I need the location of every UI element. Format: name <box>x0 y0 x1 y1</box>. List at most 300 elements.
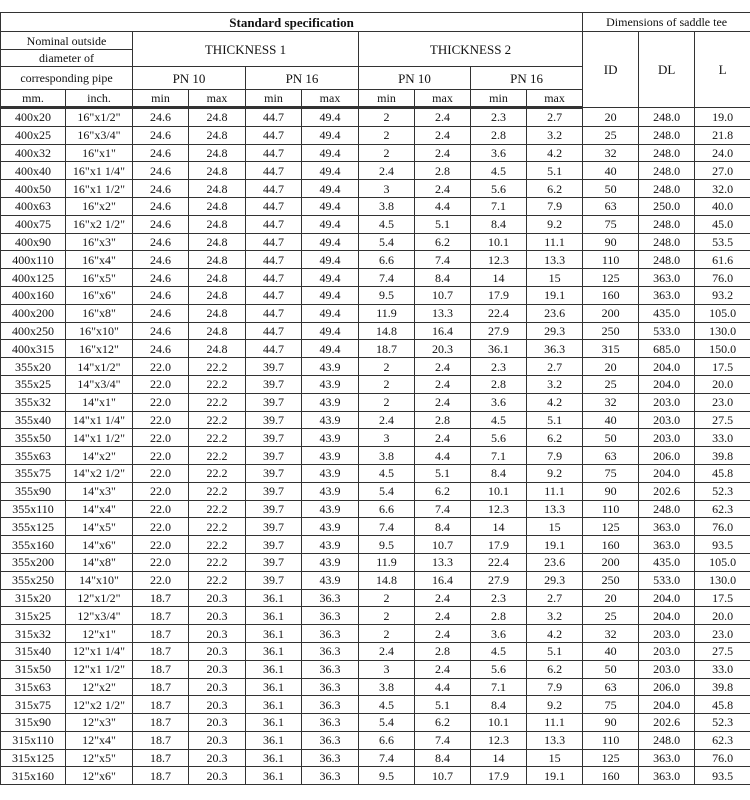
cell-id: 40 <box>583 642 639 660</box>
cell-dl: 206.0 <box>639 678 695 696</box>
table-row <box>1 589 750 607</box>
cell-dl: 363.0 <box>639 536 695 554</box>
cell-dl: 203.0 <box>639 625 695 643</box>
cell-id: 40 <box>583 162 639 180</box>
cell-t1-pn16-min: 39.7 <box>246 411 302 429</box>
cell-t1-pn16-min: 44.7 <box>246 108 302 127</box>
cell-id: 32 <box>583 144 639 162</box>
cell-t1-pn10-min: 18.7 <box>133 767 189 785</box>
cell-t2-pn16-max: 15 <box>527 269 583 287</box>
table-row <box>1 411 750 429</box>
cell-t2-pn10-min: 2 <box>359 625 415 643</box>
cell-t2-pn10-min: 2 <box>359 108 415 127</box>
max-header: max <box>527 90 583 108</box>
cell-t1-pn16-min: 44.7 <box>246 180 302 198</box>
cell-t2-pn16-max: 6.2 <box>527 180 583 198</box>
cell-t1-pn10-min: 22.0 <box>133 358 189 376</box>
cell-t1-pn16-min: 36.1 <box>246 660 302 678</box>
cell-t2-pn10-max: 2.4 <box>415 607 471 625</box>
cell-l: 21.8 <box>695 126 750 144</box>
cell-inch: 12"x4" <box>66 731 133 749</box>
cell-t2-pn10-max: 5.1 <box>415 215 471 233</box>
cell-t2-pn10-min: 7.4 <box>359 269 415 287</box>
cell-inch: 14"x2" <box>66 447 133 465</box>
cell-t2-pn16-max: 6.2 <box>527 660 583 678</box>
cell-t2-pn10-max: 6.2 <box>415 482 471 500</box>
table-row <box>1 322 750 340</box>
inch-header: inch. <box>66 90 133 108</box>
cell-l: 20.0 <box>695 607 750 625</box>
cell-t2-pn16-max: 13.3 <box>527 731 583 749</box>
cell-t1-pn16-min: 44.7 <box>246 197 302 215</box>
cell-id: 20 <box>583 358 639 376</box>
cell-t2-pn10-min: 4.5 <box>359 696 415 714</box>
cell-t2-pn16-min: 2.8 <box>471 126 527 144</box>
cell-t1-pn16-min: 36.1 <box>246 625 302 643</box>
cell-t1-pn10-max: 20.3 <box>189 714 246 732</box>
cell-l: 130.0 <box>695 571 750 589</box>
cell-t1-pn10-max: 20.3 <box>189 660 246 678</box>
table-row <box>1 269 750 287</box>
cell-t2-pn16-min: 27.9 <box>471 322 527 340</box>
cell-l: 45.0 <box>695 215 750 233</box>
cell-mm: 315x40 <box>1 642 66 660</box>
cell-inch: 12"x3" <box>66 714 133 732</box>
cell-t1-pn16-min: 36.1 <box>246 607 302 625</box>
cell-t2-pn16-min: 14 <box>471 518 527 536</box>
cell-t2-pn10-max: 2.4 <box>415 180 471 198</box>
cell-t1-pn16-max: 49.4 <box>302 233 359 251</box>
cell-t1-pn16-max: 49.4 <box>302 215 359 233</box>
cell-t2-pn16-min: 5.6 <box>471 429 527 447</box>
table-row <box>1 180 750 198</box>
cell-l: 32.0 <box>695 180 750 198</box>
cell-mm: 315x160 <box>1 767 66 785</box>
cell-t2-pn16-min: 8.4 <box>471 696 527 714</box>
cell-l: 27.5 <box>695 642 750 660</box>
cell-t1-pn16-max: 43.9 <box>302 447 359 465</box>
cell-dl: 204.0 <box>639 464 695 482</box>
cell-t2-pn16-min: 36.1 <box>471 340 527 358</box>
cell-dl: 204.0 <box>639 589 695 607</box>
cell-t1-pn10-max: 20.3 <box>189 731 246 749</box>
cell-l: 27.5 <box>695 411 750 429</box>
cell-t2-pn16-max: 29.3 <box>527 571 583 589</box>
cell-dl: 363.0 <box>639 286 695 304</box>
cell-id: 110 <box>583 500 639 518</box>
cell-dl: 533.0 <box>639 322 695 340</box>
cell-t1-pn10-min: 24.6 <box>133 340 189 358</box>
cell-t1-pn10-min: 22.0 <box>133 464 189 482</box>
cell-t1-pn16-min: 39.7 <box>246 500 302 518</box>
cell-id: 40 <box>583 411 639 429</box>
cell-mm: 315x125 <box>1 749 66 767</box>
min-header: min <box>246 90 302 108</box>
cell-l: 23.0 <box>695 393 750 411</box>
cell-t1-pn10-max: 20.3 <box>189 642 246 660</box>
cell-inch: 14"x1" <box>66 393 133 411</box>
cell-t2-pn10-min: 3 <box>359 180 415 198</box>
cell-t1-pn16-min: 39.7 <box>246 393 302 411</box>
thickness1-header: THICKNESS 1 <box>133 32 359 67</box>
cell-mm: 355x25 <box>1 375 66 393</box>
cell-id: 25 <box>583 126 639 144</box>
cell-t2-pn16-max: 15 <box>527 749 583 767</box>
cell-t2-pn10-max: 2.4 <box>415 375 471 393</box>
cell-t2-pn10-min: 2 <box>359 358 415 376</box>
cell-t2-pn16-max: 36.3 <box>527 340 583 358</box>
cell-t1-pn16-min: 36.1 <box>246 589 302 607</box>
cell-t1-pn10-min: 24.6 <box>133 286 189 304</box>
cell-t2-pn10-min: 11.9 <box>359 304 415 322</box>
cell-t1-pn10-max: 20.3 <box>189 696 246 714</box>
cell-t2-pn16-min: 8.4 <box>471 215 527 233</box>
cell-mm: 315x75 <box>1 696 66 714</box>
cell-l: 33.0 <box>695 429 750 447</box>
cell-t2-pn16-max: 29.3 <box>527 322 583 340</box>
cell-t1-pn10-min: 24.6 <box>133 215 189 233</box>
l-header: L <box>695 32 750 108</box>
cell-t1-pn16-min: 39.7 <box>246 536 302 554</box>
cell-t2-pn10-max: 7.4 <box>415 500 471 518</box>
cell-t2-pn10-min: 2 <box>359 144 415 162</box>
cell-t2-pn16-min: 12.3 <box>471 500 527 518</box>
cell-inch: 16"x5" <box>66 269 133 287</box>
cell-t1-pn10-max: 22.2 <box>189 553 246 571</box>
cell-t2-pn10-min: 11.9 <box>359 553 415 571</box>
cell-t1-pn10-min: 24.6 <box>133 197 189 215</box>
cell-t1-pn16-max: 49.4 <box>302 197 359 215</box>
cell-t1-pn10-min: 18.7 <box>133 678 189 696</box>
cell-mm: 355x32 <box>1 393 66 411</box>
cell-id: 90 <box>583 482 639 500</box>
cell-mm: 400x63 <box>1 197 66 215</box>
cell-t1-pn10-min: 22.0 <box>133 553 189 571</box>
cell-t2-pn10-max: 13.3 <box>415 304 471 322</box>
cell-t1-pn10-min: 24.6 <box>133 251 189 269</box>
cell-t2-pn10-min: 3.8 <box>359 678 415 696</box>
cell-id: 20 <box>583 589 639 607</box>
cell-t2-pn16-max: 7.9 <box>527 447 583 465</box>
cell-t2-pn16-max: 4.2 <box>527 625 583 643</box>
cell-t2-pn16-max: 5.1 <box>527 162 583 180</box>
cell-t2-pn10-min: 3 <box>359 660 415 678</box>
cell-t2-pn16-max: 11.1 <box>527 714 583 732</box>
cell-l: 93.5 <box>695 536 750 554</box>
cell-t2-pn10-max: 2.4 <box>415 429 471 447</box>
cell-mm: 400x125 <box>1 269 66 287</box>
cell-t2-pn16-max: 4.2 <box>527 393 583 411</box>
cell-t2-pn10-min: 14.8 <box>359 322 415 340</box>
cell-t2-pn16-max: 3.2 <box>527 126 583 144</box>
cell-t1-pn16-min: 44.7 <box>246 304 302 322</box>
t2-pn16-header: PN 16 <box>471 67 583 90</box>
cell-t1-pn10-min: 22.0 <box>133 375 189 393</box>
cell-inch: 14"x1/2" <box>66 358 133 376</box>
cell-mm: 315x90 <box>1 714 66 732</box>
cell-dl: 248.0 <box>639 144 695 162</box>
cell-t1-pn16-min: 39.7 <box>246 447 302 465</box>
cell-t1-pn10-max: 20.3 <box>189 625 246 643</box>
cell-l: 150.0 <box>695 340 750 358</box>
cell-t2-pn10-min: 18.7 <box>359 340 415 358</box>
cell-t1-pn16-min: 39.7 <box>246 518 302 536</box>
cell-l: 62.3 <box>695 500 750 518</box>
cell-t2-pn16-max: 9.2 <box>527 215 583 233</box>
cell-t1-pn10-max: 20.3 <box>189 767 246 785</box>
cell-mm: 355x90 <box>1 482 66 500</box>
cell-mm: 400x90 <box>1 233 66 251</box>
cell-t1-pn10-max: 24.8 <box>189 340 246 358</box>
cell-id: 25 <box>583 375 639 393</box>
cell-t1-pn16-max: 49.4 <box>302 251 359 269</box>
cell-t2-pn10-min: 5.4 <box>359 482 415 500</box>
cell-t1-pn16-max: 43.9 <box>302 358 359 376</box>
cell-t2-pn16-max: 2.7 <box>527 589 583 607</box>
cell-t1-pn16-min: 39.7 <box>246 429 302 447</box>
cell-id: 200 <box>583 553 639 571</box>
cell-t1-pn16-min: 39.7 <box>246 553 302 571</box>
cell-t1-pn16-min: 36.1 <box>246 749 302 767</box>
cell-t2-pn10-min: 3.8 <box>359 197 415 215</box>
cell-t2-pn16-min: 2.3 <box>471 358 527 376</box>
cell-t2-pn10-min: 2.4 <box>359 162 415 180</box>
cell-t1-pn16-min: 39.7 <box>246 375 302 393</box>
cell-id: 90 <box>583 233 639 251</box>
cell-inch: 16"x1/2" <box>66 108 133 127</box>
cell-t1-pn10-max: 24.8 <box>189 251 246 269</box>
cell-t2-pn16-min: 17.9 <box>471 767 527 785</box>
cell-t2-pn10-max: 10.7 <box>415 286 471 304</box>
cell-id: 315 <box>583 340 639 358</box>
cell-t1-pn10-max: 22.2 <box>189 500 246 518</box>
cell-t2-pn10-max: 8.4 <box>415 269 471 287</box>
t1-pn16-header: PN 16 <box>246 67 359 90</box>
table-row <box>1 233 750 251</box>
cell-l: 40.0 <box>695 197 750 215</box>
cell-l: 33.0 <box>695 660 750 678</box>
cell-t1-pn10-min: 18.7 <box>133 749 189 767</box>
cell-t1-pn10-max: 20.3 <box>189 607 246 625</box>
cell-t1-pn16-min: 36.1 <box>246 714 302 732</box>
cell-t2-pn16-max: 19.1 <box>527 767 583 785</box>
cell-dl: 204.0 <box>639 375 695 393</box>
cell-t2-pn10-min: 2 <box>359 589 415 607</box>
cell-t2-pn10-max: 2.8 <box>415 642 471 660</box>
cell-t2-pn10-max: 6.2 <box>415 714 471 732</box>
cell-mm: 315x110 <box>1 731 66 749</box>
cell-l: 105.0 <box>695 553 750 571</box>
cell-l: 39.8 <box>695 678 750 696</box>
cell-id: 75 <box>583 464 639 482</box>
cell-inch: 16"x12" <box>66 340 133 358</box>
cell-mm: 400x200 <box>1 304 66 322</box>
cell-id: 110 <box>583 731 639 749</box>
cell-t2-pn10-max: 2.4 <box>415 126 471 144</box>
cell-t1-pn10-min: 22.0 <box>133 500 189 518</box>
min-header: min <box>133 90 189 108</box>
cell-inch: 14"x5" <box>66 518 133 536</box>
cell-t2-pn10-max: 2.4 <box>415 108 471 127</box>
cell-t2-pn10-min: 6.6 <box>359 251 415 269</box>
cell-mm: 315x32 <box>1 625 66 643</box>
cell-id: 25 <box>583 607 639 625</box>
cell-t1-pn16-max: 43.9 <box>302 393 359 411</box>
cell-inch: 12"x5" <box>66 749 133 767</box>
cell-t2-pn10-max: 2.4 <box>415 589 471 607</box>
cell-t2-pn10-max: 8.4 <box>415 518 471 536</box>
cell-dl: 363.0 <box>639 749 695 767</box>
cell-t2-pn10-max: 16.4 <box>415 571 471 589</box>
cell-inch: 14"x4" <box>66 500 133 518</box>
cell-inch: 12"x2 1/2" <box>66 696 133 714</box>
cell-dl: 248.0 <box>639 162 695 180</box>
cell-mm: 355x50 <box>1 429 66 447</box>
cell-t2-pn10-min: 7.4 <box>359 518 415 536</box>
cell-t2-pn10-min: 2 <box>359 126 415 144</box>
table-row <box>1 625 750 643</box>
cell-t2-pn10-min: 2.4 <box>359 411 415 429</box>
cell-inch: 12"x6" <box>66 767 133 785</box>
table-row <box>1 375 750 393</box>
cell-t2-pn16-min: 4.5 <box>471 642 527 660</box>
cell-t2-pn16-min: 10.1 <box>471 482 527 500</box>
cell-t1-pn10-min: 22.0 <box>133 482 189 500</box>
cell-l: 17.5 <box>695 358 750 376</box>
nominal-header-line1: Nominal outside <box>1 32 133 50</box>
t1-pn10-header: PN 10 <box>133 67 246 90</box>
cell-l: 39.8 <box>695 447 750 465</box>
cell-t2-pn10-min: 6.6 <box>359 500 415 518</box>
cell-dl: 203.0 <box>639 642 695 660</box>
cell-t1-pn16-max: 43.9 <box>302 411 359 429</box>
cell-inch: 12"x1" <box>66 625 133 643</box>
cell-t2-pn16-min: 7.1 <box>471 678 527 696</box>
table-row <box>1 714 750 732</box>
cell-inch: 14"x2 1/2" <box>66 464 133 482</box>
cell-t2-pn10-max: 4.4 <box>415 447 471 465</box>
cell-l: 62.3 <box>695 731 750 749</box>
cell-t1-pn10-max: 22.2 <box>189 358 246 376</box>
cell-dl: 203.0 <box>639 429 695 447</box>
cell-t2-pn10-max: 2.4 <box>415 625 471 643</box>
cell-id: 32 <box>583 393 639 411</box>
cell-l: 27.0 <box>695 162 750 180</box>
cell-t2-pn16-max: 7.9 <box>527 197 583 215</box>
table-row <box>1 482 750 500</box>
table-row <box>1 215 750 233</box>
cell-l: 105.0 <box>695 304 750 322</box>
table-row <box>1 197 750 215</box>
cell-t1-pn10-max: 22.2 <box>189 464 246 482</box>
saddle-tee-spec-table <box>0 12 750 785</box>
thickness2-header: THICKNESS 2 <box>359 32 583 67</box>
cell-t2-pn16-max: 11.1 <box>527 482 583 500</box>
cell-t2-pn10-min: 5.4 <box>359 714 415 732</box>
id-header: ID <box>583 32 639 108</box>
cell-t1-pn10-min: 18.7 <box>133 625 189 643</box>
table-row <box>1 731 750 749</box>
cell-mm: 400x32 <box>1 144 66 162</box>
cell-mm: 400x50 <box>1 180 66 198</box>
cell-t1-pn16-min: 44.7 <box>246 126 302 144</box>
cell-t1-pn10-min: 18.7 <box>133 607 189 625</box>
cell-t2-pn10-max: 10.7 <box>415 536 471 554</box>
dl-header: DL <box>639 32 695 108</box>
cell-t2-pn10-max: 10.7 <box>415 767 471 785</box>
cell-t1-pn10-max: 24.8 <box>189 304 246 322</box>
cell-dl: 248.0 <box>639 251 695 269</box>
cell-dl: 363.0 <box>639 767 695 785</box>
cell-l: 76.0 <box>695 518 750 536</box>
cell-t2-pn10-min: 6.6 <box>359 731 415 749</box>
table-row <box>1 393 750 411</box>
cell-t2-pn16-min: 27.9 <box>471 571 527 589</box>
cell-t2-pn16-min: 22.4 <box>471 553 527 571</box>
cell-t2-pn16-max: 23.6 <box>527 304 583 322</box>
cell-t1-pn16-min: 36.1 <box>246 767 302 785</box>
cell-t1-pn10-min: 24.6 <box>133 304 189 322</box>
cell-t1-pn16-min: 39.7 <box>246 464 302 482</box>
cell-inch: 14"x1 1/2" <box>66 429 133 447</box>
table-row <box>1 358 750 376</box>
cell-t1-pn10-min: 22.0 <box>133 536 189 554</box>
cell-t1-pn10-max: 24.8 <box>189 144 246 162</box>
cell-t1-pn10-min: 24.6 <box>133 322 189 340</box>
cell-id: 63 <box>583 197 639 215</box>
cell-mm: 400x250 <box>1 322 66 340</box>
cell-id: 32 <box>583 625 639 643</box>
cell-t1-pn10-max: 20.3 <box>189 589 246 607</box>
cell-t2-pn16-max: 4.2 <box>527 144 583 162</box>
cell-id: 110 <box>583 251 639 269</box>
cell-inch: 16"x3/4" <box>66 126 133 144</box>
cell-l: 20.0 <box>695 375 750 393</box>
table-row <box>1 464 750 482</box>
cell-t1-pn16-max: 49.4 <box>302 108 359 127</box>
cell-t1-pn10-min: 24.6 <box>133 269 189 287</box>
min-header: min <box>471 90 527 108</box>
cell-id: 250 <box>583 322 639 340</box>
cell-inch: 16"x2" <box>66 197 133 215</box>
cell-l: 130.0 <box>695 322 750 340</box>
cell-t2-pn10-max: 2.4 <box>415 144 471 162</box>
cell-t1-pn10-min: 24.6 <box>133 126 189 144</box>
cell-t1-pn10-min: 24.6 <box>133 162 189 180</box>
cell-inch: 16"x6" <box>66 286 133 304</box>
cell-mm: 355x160 <box>1 536 66 554</box>
cell-t2-pn16-min: 2.3 <box>471 108 527 127</box>
cell-t2-pn16-min: 3.6 <box>471 625 527 643</box>
cell-t1-pn10-max: 24.8 <box>189 162 246 180</box>
mm-header: mm. <box>1 90 66 108</box>
cell-mm: 400x110 <box>1 251 66 269</box>
cell-inch: 16"x1" <box>66 144 133 162</box>
cell-t1-pn16-max: 36.3 <box>302 714 359 732</box>
cell-id: 160 <box>583 767 639 785</box>
cell-t1-pn10-max: 24.8 <box>189 197 246 215</box>
cell-l: 45.8 <box>695 696 750 714</box>
cell-t2-pn16-min: 3.6 <box>471 144 527 162</box>
cell-t1-pn16-max: 36.3 <box>302 607 359 625</box>
cell-t2-pn16-max: 5.1 <box>527 642 583 660</box>
cell-t1-pn16-max: 49.4 <box>302 162 359 180</box>
cell-dl: 363.0 <box>639 269 695 287</box>
cell-t1-pn10-min: 22.0 <box>133 447 189 465</box>
cell-t1-pn16-min: 36.1 <box>246 678 302 696</box>
cell-t2-pn16-max: 6.2 <box>527 429 583 447</box>
cell-t2-pn16-min: 2.8 <box>471 375 527 393</box>
